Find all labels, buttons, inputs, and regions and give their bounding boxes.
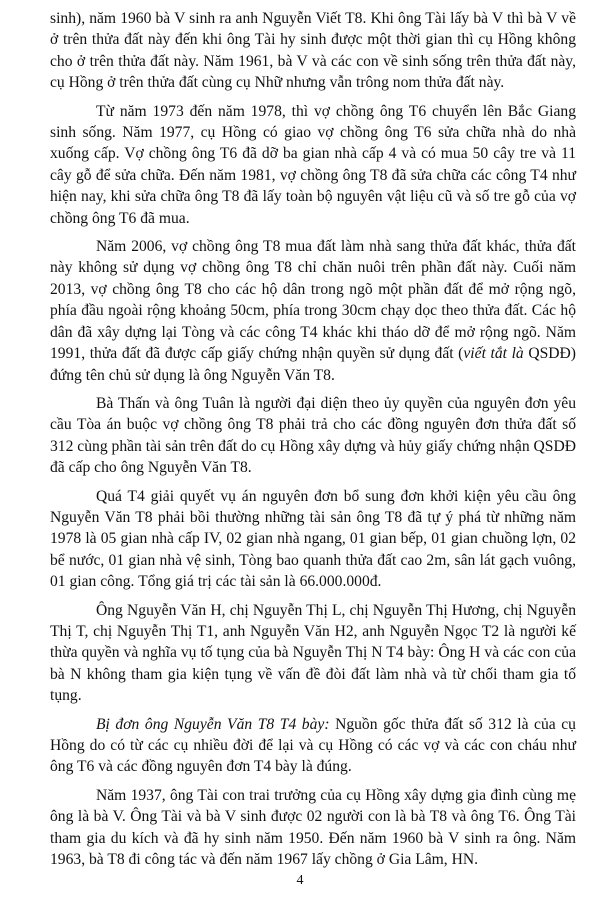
paragraph-3-text-end: QSDĐ) đứng tên chủ sử dụng là ông Nguyễn Văn T8. — [50, 345, 576, 384]
paragraph-4 — [50, 393, 576, 479]
paragraph-2 — [50, 101, 576, 229]
paragraph-3-text: Năm 2006, vợ chồng ông T8 mua đất làm nhà sang thửa đất khác, thửa đất này không sử dụng vợ chồng ông T8 chỉ chăn nuôi trên phần đất này. Cuối năm 2013, vợ chồng ông T8 cho các hộ dân trong ngõ một phần đất để mở rộng ngõ, phía đầu ngoài rộng khoảng 50cm, phía trong 30cm chạy dọc theo thửa đất. Các hộ dân đã xây dựng lại Tòng và các công T4 khác khi tháo dỡ để mở rộng ngõ. Năm 1991, thửa đất đã được cấp giấy chứng nhận quyền sử dụng đất ( — [50, 238, 576, 363]
paragraph-6 — [50, 600, 576, 707]
paragraph-3-italic-abbrev: viết tắt là — [463, 345, 524, 363]
paragraph-7 — [50, 714, 576, 778]
paragraph-2-text: Từ năm 1973 đến năm 1978, thì vợ chồng ông T6 chuyển lên Bắc Giang sinh sống. Năm 1977, cụ Hồng có giao vợ chồng ông T6 sửa chữa nhà do nhà xuống cấp. Vợ chồng ông T6 đã dỡ ba gian nhà cấp 4 và có mua 50 cây tre và 11 cây gỗ để sửa chữa. Đến năm 1981, vợ chồng ông T8 đã sửa chữa các công T4 như hiện nay, khi sửa chữa ông T8 đã lấy toàn bộ nguyên vật liệu cũ và số tre gỗ của vợ chồng ông T6 đã mua. — [50, 102, 576, 227]
paragraph-7-text: Nguồn gốc thửa đất số 312 là của cụ Hồng do có từ các cụ nhiều đời để lại và cụ Hồng có các vợ và các con cháu như ông T6 và các đồng nguyên đơn T4 bày là đúng. — [50, 715, 576, 776]
paragraph-4-text: Bà Thấn và ông Tuân là người đại diện theo ủy quyền của nguyên đơn yêu cầu Tòa án buộc vợ chồng ông T8 phải trả cho các đồng nguyên đơn thửa đất số 312 cùng phần tài sản trên đất do cụ Hồng xây dựng và hủy giấy chứng nhận QSDĐ đã cấp cho ông Nguyễn Văn T8. — [50, 394, 576, 477]
paragraph-1-text: sinh), năm 1960 bà V sinh ra anh Nguyễn Viết T8. Khi ông Tài lấy bà V thì bà V về ở trên thửa đất này đến khi ông Tài hy sinh được một thời gian thì cụ Hồng không cho ở trên thửa đất này. Năm 1961, bà V và các con về sinh sống trên thửa đất này, cụ Hồng ở trên thửa đất cùng cụ Nhữ nhưng vẫn trông nom thửa đất này. — [50, 10, 576, 92]
paragraph-3 — [50, 236, 576, 386]
paragraph-8-text: Năm 1937, ông Tài con trai trưởng của cụ Hồng xây dựng gia đình cùng mẹ ông là bà V. Ông Tài và bà V sinh được 02 người con là bà T8 và ông T6. Ông Tài tham gia du kích và đã hy sinh năm 1950. Đến năm 1960 bà V sinh ra ông. Năm 1963, bà T8 đi công tác và đến năm 1967 lấy chồng ở Gia Lâm, HN. — [50, 786, 576, 869]
paragraph-5-text: Quá T4 giải quyết vụ án nguyên đơn bổ sung đơn khởi kiện yêu cầu ông Nguyễn Văn T8 phải bồi thường những tài sản ông T8 đã tự ý phá từ những năm 1978 là 05 gian nhà cấp IV, 02 gian nhà ngang, 01 gian bếp, 01 gian chuồng lợn, 02 bể nước, 01 gian nhà vệ sinh, Tòng bao quanh thửa đất cao 2m, sân lát gạch vuông, 01 gian công. Tổng giá trị các tài sản là 66.000.000đ. — [50, 487, 576, 591]
paragraph-1 — [50, 8, 576, 94]
paragraph-6-text: Ông Nguyễn Văn H, chị Nguyễn Thị L, chị Nguyễn Thị Hương, chị Nguyễn Thị T, chị Nguyễn Thị T1, anh Nguyễn Văn H2, anh Nguyễn Ngọc T2 là người kế thừa quyền và nghĩa vụ tố tụng của bà Nguyễn Thị N T4 bày: Ông H và các con của bà N không tham gia kiện tụng về vấn đề đòi đất làm nhà và từ chối tham gia tố tụng. — [50, 601, 576, 705]
page-number: 4 — [296, 873, 304, 888]
document-body — [50, 8, 576, 870]
paragraph-7-italic-heading: Bị đơn ông Nguyễn Văn T8 T4 bày: — [96, 715, 330, 733]
paragraph-5 — [50, 486, 576, 593]
paragraph-8 — [50, 785, 576, 871]
